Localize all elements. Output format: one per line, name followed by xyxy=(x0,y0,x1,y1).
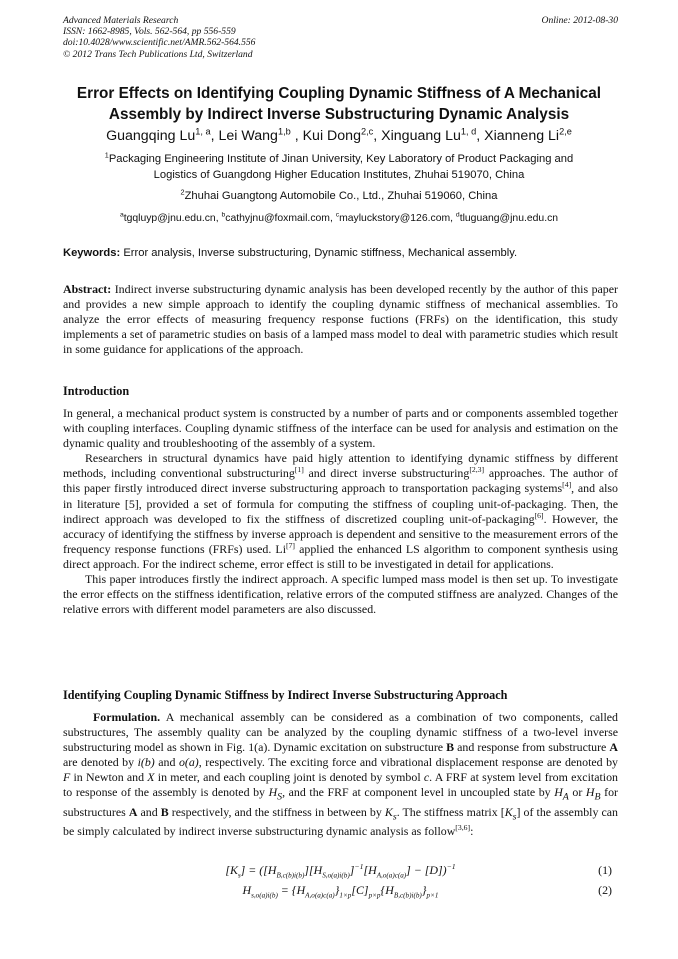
equation-2-formula: $H_{s,o(a)i(b)} = \{H_{A,o(a)c(a)}\}_{1\times p}[C]_{p\times p}\{H_{B,c(b)i(b)}\}_{p\times 1}$ xyxy=(242,883,439,900)
email-link[interactable]: tgqluyp@jnu.edu.cn xyxy=(123,213,216,224)
author-sup: 1,b xyxy=(277,126,291,137)
citation: [7] xyxy=(286,540,296,550)
citation: [3,6] xyxy=(455,823,471,833)
affiliation-2 xyxy=(55,189,623,205)
journal-name: Advanced Materials Research xyxy=(63,15,179,26)
author-name: Xianneng Li xyxy=(484,128,560,144)
author-name: Xinguang Lu xyxy=(381,128,461,144)
title-line-1: Error Effects on Identifying Coupling Dynamic Stiffness of A Mechanical xyxy=(76,85,602,102)
author-sup: 2,e xyxy=(559,126,572,137)
author-sup: 2,c xyxy=(360,126,374,137)
author-name: Lei Wang xyxy=(218,128,278,144)
email-sup: d xyxy=(455,211,460,219)
journal-doi: doi:10.4028/www.scientific.net/AMR.562-564.556 xyxy=(63,37,256,49)
citation: [6] xyxy=(534,510,544,520)
author-list: Guangqing Lu$^{1, a}$, Lei Wang$^{1,b}$ , Kui Dong$^{2,c}$, Xinguang Lu$^{1, d}$, Xianneng Li$^{2,e}$ xyxy=(106,126,572,144)
equation-2 xyxy=(63,882,618,899)
email-sup: b xyxy=(221,211,226,219)
equation-1 xyxy=(63,862,618,879)
author-name: Guangqing Lu xyxy=(106,128,196,144)
email-sup: a xyxy=(119,211,124,219)
author-sup: 1, d xyxy=(460,126,477,137)
formulation-paragraph: Formulation. A mechanical assembly can be considered as a combination of two components, called substructures, The assembly quality can be analyzed by the coupling dynamic stiffness of a two-level inverse substructuring model as shown in Fig. 1(a). Dynamic excitation on substructure B and response from substructure A are denoted by i(b) and o(a), respectively. The exciting force and vibrational displacement response are denoted by F in Newton and X in meter, and each coupling joint is denoted by symbol c. A FRF at system level from excitation to response of the assembly is denoted by $H_S$, and the FRF at component level in uncoupled state by $H_A$ or $H_B$ for substructures A and B respectively, and the stiffness in between by $K_s$. The stiffness matrix $[K_s]$ of the assembly can be simply calculated by indirect inverse substructuring dynamic analysis as follow[3,6]: xyxy=(63,710,618,839)
run-in-heading: Formulation. xyxy=(93,710,161,724)
abstract xyxy=(63,282,618,357)
equation-1-formula: $[K_s] = ([H_{B,c(b)i(b)}][H_{S,o(a)i(b)}]^{-1}[H_{A,o(a)c(a)}] - [D])^{-1}$ xyxy=(225,862,456,880)
email-link[interactable]: tluguang@jnu.edu.cn xyxy=(459,213,559,224)
introduction-body xyxy=(63,406,618,617)
abstract-text: Indirect inverse substructuring dynamic analysis has been developed recently by the author of this paper and provides a new simple approach to identify the coupling dynamic stiffness of mechanical assemblies. To analyze the error effects of measuring frequency response fuctions (FRFs) on the identification, this study implements a set of parametric studies on basis of a lamped mass model to deal with parametric studies which result in some guidance for applications of the approach. xyxy=(63,282,618,357)
affiliation-2-text: Zhuhai Guangtong Automobile Co., Ltd., Zhuhai 519060, China xyxy=(184,190,498,202)
online-date: Online: 2012-08-30 xyxy=(541,15,618,26)
intro-paragraph-1: In general, a mechanical product system is constructed by a number of parts and or components assembled together with coupling interfaces. Coupling dynamic stiffness of the interface can be used for analysis and estimation on the dynamic quality and troubleshooting of the assembly of a system. xyxy=(63,406,618,451)
author-name: Kui Dong xyxy=(302,128,361,144)
section-2-heading: Identifying Coupling Dynamic Stiffness by Indirect Inverse Substructuring Approach xyxy=(63,688,508,702)
citation: [1] xyxy=(294,465,304,475)
title-line-2: Assembly by Indirect Inverse Substructuring Dynamic Analysis xyxy=(108,106,570,123)
intro-paragraph-3: This paper introduces firstly the indirect approach. A specific lumped mass model is then set up. To investigate the error effects on the stiffness identification, relative errors of the computed stiffness are analyzed. Changes of the relative errors with different model parameters are also discussed. xyxy=(63,572,618,617)
abstract-label: Abstract: xyxy=(63,282,112,296)
keywords xyxy=(63,246,618,261)
paper-title xyxy=(55,83,623,125)
journal-copyright: © 2012 Trans Tech Publications Ltd, Switzerland xyxy=(63,48,253,60)
intro-paragraph-2: Researchers in structural dynamics have paid higly attention to identifying dynamic stiffness by different methods, including conventional substructuring[1] and direct inverse substructuring[2,3] approaches. The author of this paper firstly introduced direct inverse substructuring approach to transportation packaging systems[4], and also in literature [5], provided a set of formula for computing the stiffness of coupling unit-of-packaging. Then, the indirect approach was developed to fix the stiffness of discretized coupling unit-of-packaging[6]. However, the accuracy of identifying the stiffness by inverse approach is dependent and sensitive to the measurement errors of the frequency response functions (FRFs) used. Li[7] applied the enhanced LS algorithm to component synthesis using direct approach. For the indirect scheme, error effect is still to be investigated in detail for applications. xyxy=(63,451,619,571)
equation-1-number: (1) xyxy=(598,863,612,877)
affiliation-1-line-1: Packaging Engineering Institute of Jinan University, Key Laboratory of Product Packaging and xyxy=(108,153,574,165)
email-sup: c xyxy=(335,211,340,219)
citation: [4] xyxy=(562,480,572,490)
affiliation-sup: 2 xyxy=(180,187,185,197)
email-link[interactable]: mayluckstory@126.com xyxy=(339,213,451,224)
keywords-text: Error analysis, Inverse substructuring, Dynamic stiffness, Mechanical assembly. xyxy=(123,247,518,259)
journal-header xyxy=(63,15,618,60)
author-sup: 1, a xyxy=(195,126,211,137)
email-list: $^a$tgqluyp@jnu.edu.cn, $^b$cathyjnu@foxmail.com, $^c$mayluckstory@126.com, $^d$tluguang@jnu.edu.cn xyxy=(119,211,559,224)
keywords-label: Keywords: xyxy=(63,247,121,259)
affiliation-1 xyxy=(55,152,623,183)
equation-2-number: (2) xyxy=(598,883,612,897)
citation: [2,3] xyxy=(469,465,485,475)
email-link[interactable]: cathyjnu@foxmail.com xyxy=(225,213,330,224)
section-2-body xyxy=(63,710,618,840)
affiliation-1-line-2: Logistics of Guangdong Higher Education Institutes, Zhuhai 519070, China xyxy=(153,168,525,181)
journal-issn: ISSN: 1662-8985, Vols. 562-564, pp 556-559 xyxy=(63,26,236,38)
affiliation-sup: 1 xyxy=(104,150,109,160)
introduction-heading: Introduction xyxy=(63,384,130,398)
